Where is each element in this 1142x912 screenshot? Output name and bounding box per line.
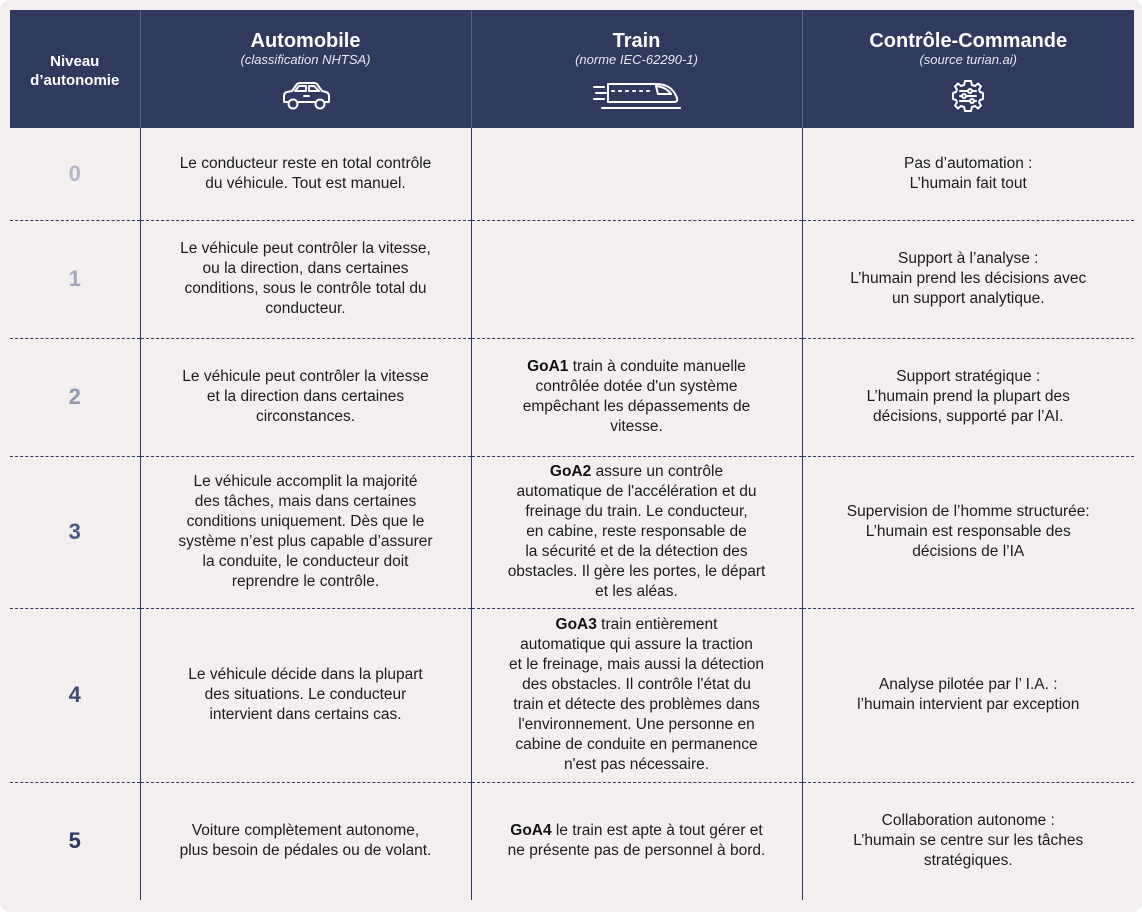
train-subtitle: (norme IEC-62290-1)	[575, 52, 698, 67]
train-cell-line: n'est pas nécessaire.	[563, 756, 710, 773]
automobile-cell-line: plus besoin de pédales ou de volant.	[179, 842, 432, 860]
automobile-cell-line: la conduite, le conducteur doit	[202, 553, 409, 570]
goa-label: GoA2	[549, 463, 592, 480]
table-row	[10, 338, 1134, 456]
automobile-cell-line: du véhicule. Tout est manuel.	[205, 174, 406, 192]
train-cell-line	[480, 615, 794, 635]
automobile-cell-line: Le véhicule accomplit la majorité	[193, 473, 418, 490]
control-cell-line: Collaboration autonome :	[881, 812, 1055, 830]
level-number: 4	[10, 608, 140, 782]
train-text: train entièrement	[601, 616, 718, 633]
car-icon	[141, 78, 471, 118]
automobile-cell	[140, 782, 471, 900]
automobile-cell-line: conducteur.	[265, 300, 346, 317]
header-automobile	[140, 10, 471, 128]
train-text: train à conduite manuelle	[572, 358, 746, 375]
control-cell	[802, 220, 1134, 338]
table-row	[10, 456, 1134, 608]
table-row	[10, 128, 1134, 220]
autonomy-levels-table	[10, 10, 1134, 900]
level-label-line2: d’autonomie	[30, 72, 120, 89]
control-subtitle: (source turian.ai)	[919, 52, 1018, 67]
automobile-cell-line: Le véhicule peut contrôler la vitesse	[182, 368, 429, 385]
train-cell-line: vitesse.	[610, 418, 663, 435]
train-cell-line: ne présente pas de personnel à bord.	[507, 842, 766, 860]
train-cell-line: obstacles. Il gère les portes, le départ	[507, 563, 766, 580]
control-cell	[802, 338, 1134, 456]
automobile-cell-line: circonstances.	[255, 408, 356, 425]
level-number: 3	[10, 456, 140, 608]
automobile-cell	[140, 338, 471, 456]
automobile-cell	[140, 128, 471, 220]
train-cell-line: automatique de l'accélération et du	[516, 483, 757, 500]
train-cell	[471, 220, 802, 338]
control-cell	[802, 608, 1134, 782]
header-control	[802, 10, 1134, 128]
goa-label: GoA3	[555, 616, 597, 633]
control-cell-line: L’humain fait tout	[909, 174, 1027, 192]
train-title: Train	[612, 30, 661, 52]
automobile-cell-line: Le véhicule peut contrôler la vitesse,	[180, 240, 431, 257]
automobile-cell-line: Le véhicule décide dans la plupart	[188, 666, 423, 683]
train-cell-line	[480, 462, 794, 482]
train-cell-line: la sécurité et de la détection des	[525, 543, 748, 560]
control-cell-line: L’humain prend les décisions avec	[850, 270, 1087, 287]
automobile-cell-line: reprendre le contrôle.	[231, 573, 380, 590]
train-cell-line: l'environnement. Une personne en	[518, 716, 755, 733]
automobile-title: Automobile	[250, 30, 361, 52]
automobile-cell-line: intervient dans certains cas.	[209, 706, 402, 723]
control-cell-line: stratégiques.	[923, 852, 1013, 870]
control-cell-line: l’humain intervient par exception	[857, 696, 1080, 713]
automobile-cell	[140, 608, 471, 782]
level-number: 5	[68, 828, 81, 854]
control-title: Contrôle-Commande	[869, 30, 1068, 52]
control-cell	[802, 456, 1134, 608]
train-cell	[471, 128, 802, 220]
automobile-cell	[140, 220, 471, 338]
automobile-cell	[140, 456, 471, 608]
control-cell	[802, 128, 1134, 220]
automobile-cell-line: conditions uniquement. Dès que le	[186, 513, 425, 530]
level-number: 0	[10, 128, 140, 220]
control-cell-line: un support analytique.	[891, 290, 1045, 307]
level-number: 2	[10, 338, 140, 456]
control-cell	[802, 782, 1134, 900]
train-cell-line: contrôlée dotée d'un système	[535, 378, 738, 395]
train-cell-line: cabine de conduite en permanence	[515, 736, 758, 753]
table-row	[10, 782, 1134, 900]
train-cell-line	[480, 357, 794, 377]
train-text: le train est apte à tout gérer et	[555, 822, 763, 840]
train-cell-line	[480, 821, 794, 841]
header-level	[10, 10, 140, 128]
train-cell-line: empêchant les dépassements de	[522, 398, 751, 415]
automobile-cell-line: ou la direction, dans certaines	[202, 260, 409, 277]
control-cell-line: Pas d’automation :	[904, 154, 1033, 172]
automobile-cell-line: système n’est plus capable d’assurer	[178, 533, 433, 550]
train-cell	[471, 782, 802, 900]
train-cell-line: en cabine, reste responsable de	[526, 523, 747, 540]
table-row	[10, 608, 1134, 782]
automobile-cell-line: et la direction dans certaines	[206, 388, 405, 405]
train-cell-line: des obstacles. Il contrôle l'état du	[522, 676, 751, 693]
automobile-cell-line: des situations. Le conducteur	[204, 686, 407, 703]
control-cell-line: L’humain est responsable des	[865, 523, 1071, 540]
train-icon	[472, 78, 802, 118]
train-cell-line: et le freinage, mais aussi la détection	[508, 656, 765, 673]
automobile-subtitle: (classification NHTSA)	[240, 52, 371, 67]
control-cell-line: Support stratégique :	[896, 368, 1041, 385]
train-cell-line: freinage du train. Le conducteur,	[525, 503, 748, 520]
goa-label: GoA1	[527, 358, 569, 375]
control-cell-line: Supervision de l’homme structurée:	[846, 503, 1090, 520]
goa-label: GoA4	[510, 822, 552, 840]
level-label-line1: Niveau	[50, 53, 100, 70]
gear-control-icon	[803, 78, 1135, 118]
header-row	[10, 10, 1134, 128]
level-number: 1	[10, 220, 140, 338]
automobile-cell-line: des tâches, mais dans certaines	[194, 493, 417, 510]
control-cell-line: Analyse pilotée par l’ I.A. :	[878, 676, 1058, 693]
automobile-cell-line: Le conducteur reste en total contrôle	[179, 154, 432, 172]
control-cell-line: décisions, supporté par l’AI.	[873, 408, 1064, 425]
train-cell-line: automatique qui assure la traction	[520, 636, 753, 653]
header-train	[471, 10, 802, 128]
table-row	[10, 220, 1134, 338]
control-cell-line: L’humain prend la plupart des	[866, 388, 1070, 405]
control-cell-line: L’humain se centre sur les tâches	[853, 832, 1084, 850]
train-cell	[471, 608, 802, 782]
train-cell-line: et les aléas.	[595, 583, 678, 600]
train-cell	[471, 338, 802, 456]
control-cell-line: Support à l’analyse :	[898, 250, 1039, 267]
automobile-cell-line: conditions, sous le contrôle total du	[184, 280, 427, 297]
train-cell-line: train et détecte des problèmes dans	[513, 696, 760, 713]
train-cell	[471, 456, 802, 608]
automobile-cell-line: Voiture complètement autonome,	[191, 822, 420, 840]
control-cell-line: décisions de l’IA	[912, 543, 1025, 560]
train-text: assure un contrôle	[595, 463, 724, 480]
